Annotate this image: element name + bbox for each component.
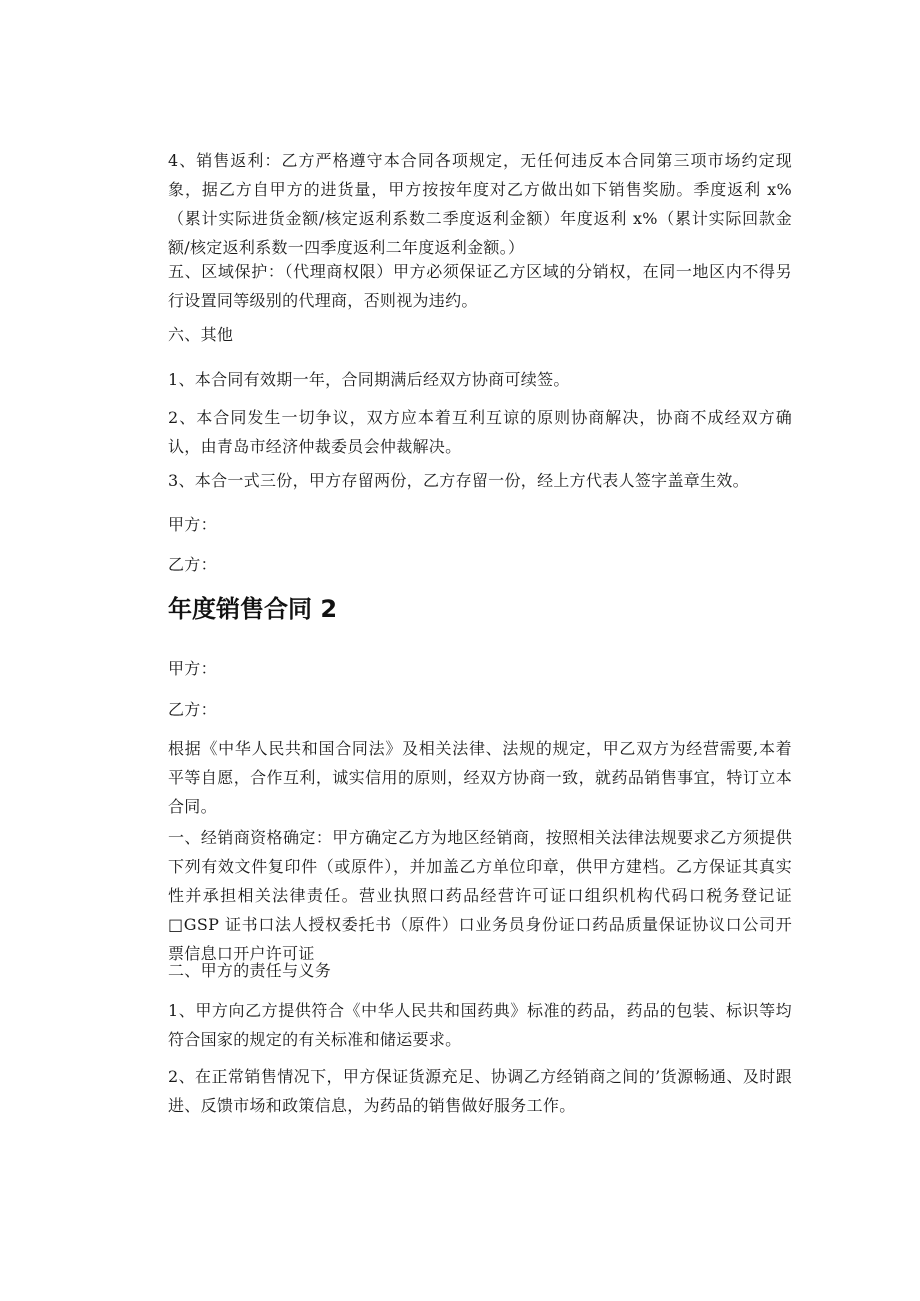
paragraph-duty-2: 2、在正常销售情况下，甲方保证货源充足、协调乙方经销商之间的’货源畅通、及时跟进、反馈市场和政策信息，为药品的销售做好服务工作。 [168,1067,792,1115]
paragraph-dispute: 2、本合同发生一切争议，双方应本着互利互谅的原则协商解决，协商不成经双方确认，由青岛市经济仲裁委员会仲裁解决。 [168,408,792,456]
paragraph-copies: 3、本合一式三份，甲方存留两份，乙方存留一份，经上方代表人签字盖章生效。 [168,471,749,490]
paragraph-dealer-qualification: 一、经销商资格确定：甲方确定乙方为地区经销商，按照相关法律法规要求乙方须提供下列有效文件复印件（或原件），并加盖乙方单位印章，供甲方建档。乙方保证其真实性并承担相关法律责任。营业执照口药品经营许可证口组织机构代码口税务登记证□GSP 证书口法人授权委托书（原件）口业务员身份证口药品质量保证协议口公司开票信息口开户许可证 [168,828,792,963]
paragraph-party-a-duties-heading: 二、甲方的责任与义务 [168,961,332,980]
party-a-label: 甲方： [168,515,217,534]
paragraph-sales-rebate: 4、销售返利：乙方严格遵守本合同各项规定，无任何违反本合同第三项市场约定现象，据乙方自甲方的进货量，甲方按按年度对乙方做出如下销售奖励。季度返利 x%（累计实际进货金额/核定返利系数二季度返利金额）年度返利 x%（累计实际回款金额/核定返利系数一四季度返利二年度返利金额。） [168,151,792,257]
paragraph-area-protection: 五、区域保护：（代理商权限）甲方必须保证乙方区域的分销权，在同一地区内不得另行设置同等级别的代理商，否则视为违约。 [168,262,792,310]
party-b-label-2: 乙方： [168,700,217,719]
party-b-label: 乙方： [168,555,217,574]
paragraph-preamble: 根据《中华人民共和国合同法》及相关法律、法规的规定，甲乙双方为经营需要,本着平等自愿，合作互利，诚实信用的原则，经双方协商一致，就药品销售事宜，特订立本合同。 [168,739,792,816]
paragraph-duty-1: 1、甲方向乙方提供符合《中华人民共和国药典》标准的药品，药品的包装、标识等均符合国家的规定的有关标准和储运要求。 [168,1001,792,1049]
section-title: 年度销售合同 2 [168,595,338,623]
party-a-label-2: 甲方： [168,659,217,678]
paragraph-other-heading: 六、其他 [168,325,234,344]
paragraph-validity: 1、本合同有效期一年，合同期满后经双方协商可续签。 [168,370,570,389]
